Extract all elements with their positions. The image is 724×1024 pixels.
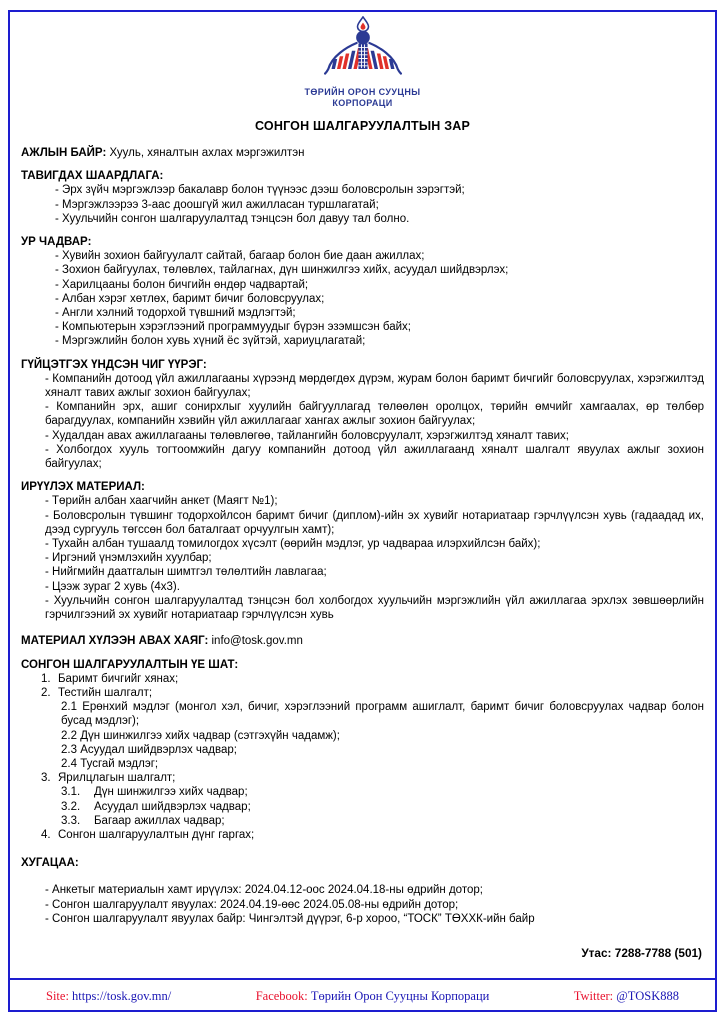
twitter-label: Twitter: bbox=[573, 988, 614, 1003]
list-item: 3.1. Дүн шинжилгээ хийх чадвар; bbox=[61, 786, 248, 799]
address-email: info@tosk.gov.mn bbox=[211, 635, 303, 648]
list-item: - Боловсролын түвшинг тодорхойлсон баримт бичиг (диплом)-ийн эх хувийг нотариатаар гэрчлүүлсэн хувь (гадаадад их, дээд сургууль төгссөн бол баталгаат орчуулгын хамт); bbox=[45, 509, 704, 536]
list-item: - Хуульчийн сонгон шалгаруулалтад тэнцсэн бол давуу тал болно. bbox=[55, 212, 410, 225]
list-item: - Цээж зураг 2 хувь (4х3). bbox=[45, 580, 180, 593]
list-item: - Хувийн зохион байгуулалт сайтай, багаар болон бие даан ажиллах; bbox=[55, 250, 425, 263]
requirements-heading: ТАВИГДАХ ШААРДЛАГА: bbox=[21, 170, 164, 183]
list-item: - Компанийн эрх, ашиг сонирхлыг хуулийн байгууллагад төлөөлөн оролцох, төрийн өмчийг хамгаалах, өр төлбөр барагдуулах, компанийн хэвийн үйл ажиллагааг хангах ажлыг зохион байгуулах; bbox=[45, 401, 704, 428]
list-item: - Зохион байгуулах, төлөвлөх, тайлагнах, дүн шинжилгээ хийх, асуудал шийдвэрлэх; bbox=[55, 264, 509, 277]
site-label: Site: bbox=[46, 988, 69, 1003]
list-item: - Компьютерын хэрэглээний программуудыг бүрэн эзэмшсэн байх; bbox=[55, 321, 411, 334]
org-name-line1: ТӨРИЙН ОРОН СУУЦНЫ bbox=[304, 87, 421, 97]
footer bbox=[8, 978, 717, 1012]
list-item: 4. Сонгон шалгаруулалтын дүнг гаргах; bbox=[41, 828, 255, 841]
list-item: 2.2 Дүн шинжилгээ хийх чадвар (сэтгэхүйн чадамж); bbox=[61, 729, 340, 742]
footer-layer bbox=[8, 10, 717, 1012]
footer-site bbox=[46, 989, 171, 1004]
footer-twitter bbox=[574, 989, 679, 1004]
facebook-link[interactable]: Төрийн Орон Сууцны Корпораци bbox=[310, 988, 490, 1003]
list-item: - Сонгон шалгаруулалт явуулах байр: Чингэлтэй дүүрэг, 6-р хороо, “ТОСК” ТӨХХК-ийн байр bbox=[45, 912, 535, 925]
job-label: АЖЛЫН БАЙР: bbox=[21, 147, 107, 159]
list-item: - Албан хэрэг хөтлөх, баримт бичиг боловсруулах; bbox=[55, 292, 325, 305]
list-item: - Сонгон шалгаруулалт явуулах: 2024.04.19-өөс 2024.05.08-ны өдрийн дотор; bbox=[45, 898, 459, 911]
page-title: СОНГОН ШАЛГАРУУЛАЛТЫН ЗАР bbox=[255, 119, 470, 133]
list-item: 2.3 Асуудал шийдвэрлэх чадвар; bbox=[61, 743, 237, 756]
duties-heading: ГҮЙЦЭТГЭХ ҮНДСЭН ЧИГ ҮҮРЭГ: bbox=[21, 358, 207, 371]
twitter-link[interactable]: @TOSK888 bbox=[616, 988, 679, 1003]
list-item: 3. Ярилцлагын шалгалт; bbox=[41, 772, 176, 785]
list-item: - Нийгмийн даатгалын шимтгэл төлөлтийн лавлагаа; bbox=[45, 566, 327, 579]
list-item: - Тухайн албан тушаалд томилогдох хүсэлт (өөрийн мэдлэг, ур чадвараа илэрхийлсэн байх); bbox=[45, 538, 541, 551]
list-item: 3.2. Асуудал шийдвэрлэх чадвар; bbox=[61, 800, 251, 813]
list-item: - Англи хэлний тодорхой түвшний мэдлэгтэй; bbox=[55, 307, 296, 320]
list-item: - Мэргэжлийн болон хувь хүний ёс зүйтэй, хариуцлагатай; bbox=[55, 335, 366, 348]
list-item: 1. Баримт бичгийг хянах; bbox=[41, 672, 179, 685]
job-value: Хууль, хяналтын ахлах мэргэжилтэн bbox=[109, 147, 305, 159]
list-item: - Мэргэжлээрээ 3-аас доошгүй жил ажилласан туршлагатай; bbox=[55, 198, 379, 211]
materials-heading: ИРҮҮЛЭХ МАТЕРИАЛ: bbox=[21, 481, 145, 494]
address-label: МАТЕРИАЛ ХҮЛЭЭН АВАХ ХАЯГ: bbox=[21, 635, 209, 648]
footer-facebook bbox=[256, 989, 490, 1004]
site-link[interactable]: https://tosk.gov.mn/ bbox=[72, 988, 172, 1003]
list-item: 2. Тестийн шалгалт; bbox=[41, 686, 153, 699]
facebook-label: Facebook: bbox=[255, 988, 308, 1003]
list-item: 3.3. Багаар ажиллах чадвар; bbox=[61, 814, 225, 827]
skills-heading: УР ЧАДВАР: bbox=[21, 236, 92, 249]
timeline-heading: ХУГАЦАА: bbox=[21, 857, 79, 870]
list-item: - Анкетыг материалын хамт ирүүлэх: 2024.04.12-оос 2024.04.18-ны өдрийн дотор; bbox=[45, 884, 483, 897]
list-item: 2.4 Тусгай мэдлэг; bbox=[61, 757, 159, 770]
list-item: - Холбогдох хууль тогтоомжийн дагуу компанийн дотоод үйл ажиллагаанд хяналт шалгалт явуулах ажлыг зохион байгуулах; bbox=[45, 443, 704, 471]
list-item: - Төрийн албан хаагчийн анкет (Маягт №1); bbox=[45, 495, 278, 508]
list-item: - Эрх зүйч мэргэжлээр бакалавр болон түүнээс дээш боловсролын зэрэгтэй; bbox=[55, 184, 465, 197]
list-item: 2.1 Ерөнхий мэдлэг (монгол хэл, бичиг, хэрэглээний программ ашиглалт, баримт бичиг боловсруулах чадвар болон бусад мэдлэг); bbox=[61, 701, 704, 728]
list-item: - Худалдан авах ажиллагааны төлөвлөгөө, тайлангийн боловсруулалт, хэрэгжилтэд хяналт тавих; bbox=[45, 429, 569, 442]
phone-line: Утас: 7288-7788 (501) bbox=[581, 945, 702, 960]
list-item: - Иргэний үнэмлэхийн хуулбар; bbox=[45, 552, 212, 565]
org-name-line2: КОРПОРАЦИ bbox=[332, 98, 393, 108]
list-item: - Хуульчийн сонгон шалгаруулалтад тэнцсэн бол холбогдох хуульчийн мэргэжлийн үйл ажиллагаа эрхлэх зөвшөөрлийн гэрчилгээний эх хувийг нотариатаар гэрчлүүлсэн хувь bbox=[45, 594, 704, 622]
stages-heading: СОНГОН ШАЛГАРУУЛАЛТЫН ҮЕ ШАТ: bbox=[21, 658, 239, 671]
list-item: - Компанийн дотоод үйл ажиллагааны хүрээнд мөрдөгдөх дүрэм, журам болон баримт бичгийг боловсруулах, хэрэгжилтэд хяналт тавих ажлыг зохион байгуулах; bbox=[45, 372, 704, 400]
list-item: - Харилцааны болон бичгийн өндөр чадвартай; bbox=[55, 278, 309, 291]
